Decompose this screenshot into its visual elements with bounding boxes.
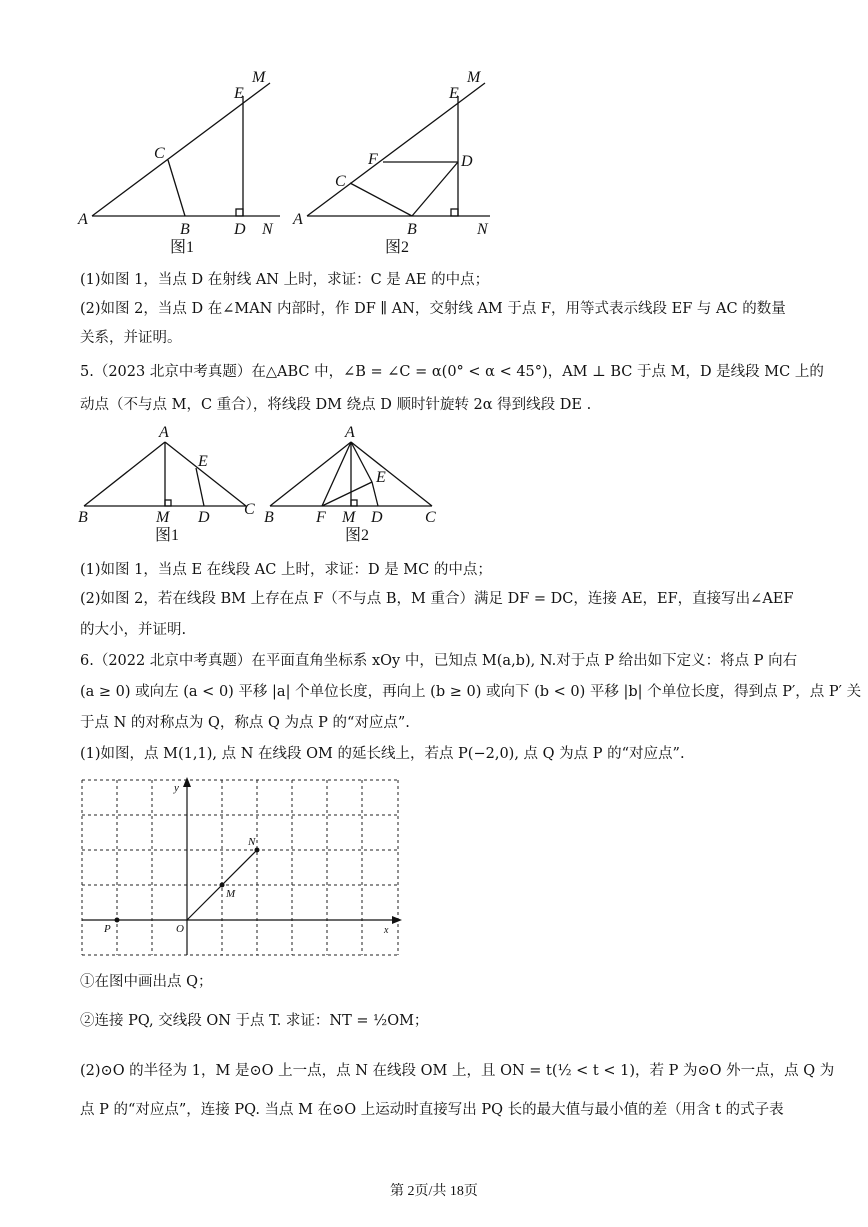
figure-caption: 图2 xyxy=(345,527,370,544)
p5-stem-line-2: 动点（不与点 M，C 重合），将线段 DM 绕点 D 顺时针旋转 2α 得到线段 DE . xyxy=(80,397,592,413)
p5-question-2-line-2: 的大小，并证明. xyxy=(80,622,187,638)
figure-caption: 图1 xyxy=(155,527,180,544)
label-E: E xyxy=(376,469,386,486)
origin-label: O xyxy=(176,923,184,935)
p5-figure-1 xyxy=(70,420,270,550)
p6-question-1-part-ii: ②连接 PQ, 交线段 ON 于点 T. 求证：NT = ½OM； xyxy=(80,1013,429,1029)
label-B: B xyxy=(407,221,417,238)
p4-question-2-line-2: 关系，并证明。 xyxy=(80,330,182,346)
x-axis-label: x xyxy=(384,925,389,936)
y-axis-label: y xyxy=(174,782,179,794)
label-F: F xyxy=(368,151,378,168)
label-C: C xyxy=(425,509,436,526)
label-A: A xyxy=(293,211,303,228)
p5-question-2-line-1: (2)如图 2，若在线段 BM 上存在点 F（不与点 B，M 重合）满足 DF = DC，连接 AE，EF，直接写出∠AEF xyxy=(80,591,794,607)
p6-question-1: (1)如图，点 M(1,1), 点 N 在线段 OM 的延长线上，若点 P(−2,0), 点 Q 为点 P 的“对应点”. xyxy=(80,746,685,762)
p4-figure-1 xyxy=(70,60,290,260)
label-D: D xyxy=(234,221,246,238)
p6-question-2-line-2: 点 P 的“对应点”，连接 PQ. 当点 M 在⊙O 上运动时直接写出 PQ 长的最大值与最小值的差（用含 t 的式子表 xyxy=(80,1102,784,1118)
p4-question-2-line-1: (2)如图 2，当点 D 在∠MAN 内部时，作 DF ∥ AN，交射线 AM 于点 F，用等式表示线段 EF 与 AC 的数量 xyxy=(80,301,786,317)
label-M: M xyxy=(156,509,170,526)
label-M: M xyxy=(252,69,266,86)
p5-figure-2 xyxy=(260,420,460,550)
label-N: N xyxy=(248,836,256,848)
p5-stem-line-1: 5.（2023 北京中考真题）在△ABC 中，∠B = ∠C = α(0° < α < 45°)，AM ⊥ BC 于点 M，D 是线段 MC 上的 xyxy=(80,364,824,380)
label-C: C xyxy=(335,173,346,190)
label-M: M xyxy=(342,509,356,526)
label-B: B xyxy=(180,221,190,238)
label-B: B xyxy=(78,509,88,526)
label-P: P xyxy=(104,923,111,935)
figure-caption: 图1 xyxy=(170,239,195,256)
p5-question-1: (1)如图 1，当点 E 在线段 AC 上时，求证：D 是 MC 的中点； xyxy=(80,562,492,578)
label-M: M xyxy=(467,69,481,86)
label-A: A xyxy=(345,424,355,441)
p6-stem-line-1: 6.（2022 北京中考真题）在平面直角坐标系 xOy 中，已知点 M(a,b), N.对于点 P 给出如下定义：将点 P 向右 xyxy=(80,653,798,669)
label-E: E xyxy=(198,453,208,470)
label-D: D xyxy=(198,509,210,526)
label-E: E xyxy=(449,85,459,102)
p4-question-1: (1)如图 1，当点 D 在射线 AN 上时，求证：C 是 AE 的中点； xyxy=(80,272,490,288)
p6-question-1-part-i: ①在图中画出点 Q； xyxy=(80,974,213,990)
p6-stem-line-3: 于点 N 的对称点为 Q，称点 Q 为点 P 的“对应点”. xyxy=(80,715,410,731)
label-C: C xyxy=(244,501,255,518)
label-D: D xyxy=(461,153,473,170)
label-B: B xyxy=(264,509,274,526)
label-F: F xyxy=(316,509,326,526)
label-M: M xyxy=(226,888,236,900)
label-E: E xyxy=(234,85,244,102)
p4-figure-2 xyxy=(285,60,510,260)
page-footer: 第 2页/共 18页 xyxy=(390,1184,478,1199)
p6-coordinate-grid xyxy=(78,775,408,960)
label-A: A xyxy=(159,424,169,441)
figure-caption: 图2 xyxy=(385,239,410,256)
label-C: C xyxy=(154,145,165,162)
p6-question-2-line-1: (2)⊙O 的半径为 1，M 是⊙O 上一点，点 N 在线段 OM 上，且 ON = t(½ < t < 1)，若 P 为⊙O 外一点，点 Q 为 xyxy=(80,1063,835,1079)
p6-stem-line-2: (a ≥ 0) 或向左 (a < 0) 平移 |a| 个单位长度，再向上 (b ≥ 0) 或向下 (b < 0) 平移 |b| 个单位长度，得到点 P′，点 P′ 关 xyxy=(80,684,862,700)
label-N: N xyxy=(477,221,488,238)
label-A: A xyxy=(78,211,88,228)
label-D: D xyxy=(371,509,383,526)
label-N: N xyxy=(262,221,273,238)
